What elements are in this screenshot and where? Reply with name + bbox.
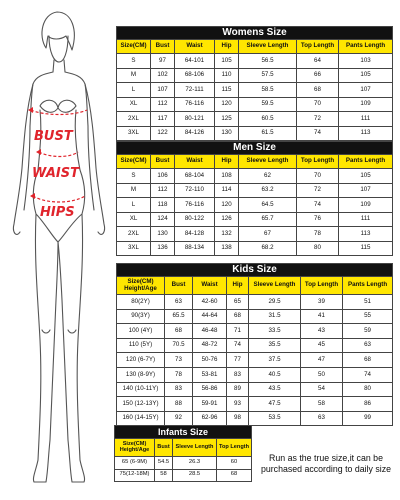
header-cell: Waist	[175, 155, 215, 169]
table-row	[117, 324, 393, 339]
table-cell: 58	[301, 397, 343, 412]
table-cell: 74	[297, 198, 339, 213]
table-row	[117, 68, 393, 83]
table-cell: 68	[227, 309, 249, 324]
table-cell: 44-64	[193, 309, 227, 324]
right-arm-inner-outline	[88, 126, 94, 210]
table-cell: 31.5	[249, 309, 301, 324]
table-cell: 70	[297, 97, 339, 112]
table-cell: 68	[165, 324, 193, 339]
table-cell: 56.5	[239, 54, 297, 69]
table-cell: 125	[215, 112, 239, 127]
header-cell: Top Length	[297, 155, 339, 169]
header-cell: Hip	[215, 40, 239, 54]
table-cell: 118	[151, 198, 175, 213]
header-cell: Pants Length	[343, 277, 393, 295]
header-cell: Pants Length	[339, 40, 393, 54]
table-cell: 74	[297, 126, 339, 141]
table-cell: 33.5	[249, 324, 301, 339]
infants-size-table	[114, 425, 252, 482]
table-cell: 112	[151, 97, 175, 112]
table-row	[117, 295, 393, 310]
header-cell: Bust	[165, 277, 193, 295]
table-cell: 90(3Y)	[117, 309, 165, 324]
table-cell: 72-111	[175, 83, 215, 98]
table-cell: 124	[151, 212, 175, 227]
table-row	[117, 183, 393, 198]
table-cell: 65	[227, 295, 249, 310]
table-cell: 70	[297, 169, 339, 184]
table-row	[117, 198, 393, 213]
right-leg-outline	[58, 214, 85, 482]
table-cell: 68	[343, 353, 393, 368]
left-leg-outline	[33, 214, 58, 482]
hips-label: HIPS	[40, 205, 75, 220]
infants-size-title: Infants Size	[115, 426, 252, 439]
table-cell: 126	[215, 212, 239, 227]
torso-outline	[30, 72, 88, 126]
table-row	[115, 457, 252, 470]
table-cell: L	[117, 198, 151, 213]
table-row	[117, 126, 393, 141]
table-cell: 103	[339, 54, 393, 69]
table-cell: 150 (12-13Y)	[117, 397, 165, 412]
table-row	[117, 397, 393, 412]
table-cell: 93	[227, 397, 249, 412]
table-cell: 67	[239, 227, 297, 242]
sizing-note: Run as the true size,it can be purchased according to daily size	[260, 453, 392, 474]
table-cell: 68-106	[175, 68, 215, 83]
table-cell: 120	[215, 198, 239, 213]
table-cell: 138	[215, 241, 239, 256]
table-cell: 62-96	[193, 411, 227, 426]
table-cell: 55	[343, 309, 393, 324]
table-cell: 107	[339, 83, 393, 98]
table-cell: 66	[297, 68, 339, 83]
header-cell: Sleeve Length	[239, 40, 297, 54]
hips-measure-line	[33, 196, 85, 202]
table-cell: 97	[151, 54, 175, 69]
table-cell: 35.5	[249, 338, 301, 353]
header-cell: Top Length	[217, 439, 252, 457]
table-cell: 130 (8-9Y)	[117, 367, 165, 382]
table-cell: 68-104	[175, 169, 215, 184]
table-cell: 86	[343, 397, 393, 412]
table-cell: 59.5	[239, 97, 297, 112]
table-cell: 3XL	[117, 126, 151, 141]
body-figure-illustration	[0, 0, 112, 500]
table-cell: 63.2	[239, 183, 297, 198]
table-cell: 75(12-18M)	[115, 469, 155, 482]
table-cell: XL	[117, 212, 151, 227]
table-cell: 64	[297, 54, 339, 69]
table-cell: 2XL	[117, 112, 151, 127]
table-cell: 99	[343, 411, 393, 426]
left-arm-outline	[13, 84, 33, 234]
table-cell: 28.5	[173, 469, 217, 482]
table-cell: 68.2	[239, 241, 297, 256]
table-cell: 105	[339, 169, 393, 184]
table-cell: 84-126	[175, 126, 215, 141]
womens-header-row	[117, 40, 393, 54]
table-cell: M	[117, 183, 151, 198]
table-cell: 83	[227, 367, 249, 382]
header-cell: Sleeve Length	[239, 155, 297, 169]
left-arm-inner-outline	[24, 126, 30, 210]
table-cell: 74	[227, 338, 249, 353]
table-cell: 107	[151, 83, 175, 98]
table-cell: 98	[227, 411, 249, 426]
header-cell: Hip	[227, 277, 249, 295]
table-cell: M	[117, 68, 151, 83]
table-cell: 59-91	[193, 397, 227, 412]
table-cell: 37.5	[249, 353, 301, 368]
table-cell: 26.3	[173, 457, 217, 470]
table-cell: S	[117, 169, 151, 184]
table-cell: 76-116	[175, 97, 215, 112]
table-cell: 29.5	[249, 295, 301, 310]
table-cell: 72	[297, 112, 339, 127]
waist-arrow-icon	[36, 149, 41, 155]
table-cell: 63	[301, 411, 343, 426]
table-cell: 78	[165, 367, 193, 382]
table-cell: 130	[151, 227, 175, 242]
table-cell: 53.5	[249, 411, 301, 426]
table-cell: 84-128	[175, 227, 215, 242]
table-cell: 73	[165, 353, 193, 368]
table-row	[117, 411, 393, 426]
table-cell: 110	[215, 68, 239, 83]
table-cell: 68	[297, 83, 339, 98]
table-cell: 74	[343, 367, 393, 382]
table-row	[117, 97, 393, 112]
kids-size-title: Kids Size	[117, 264, 393, 277]
table-cell: 50	[301, 367, 343, 382]
right-arm-outline	[85, 84, 105, 234]
table-row	[117, 367, 393, 382]
table-cell: 59	[343, 324, 393, 339]
face-outline	[49, 36, 68, 62]
header-cell: Bust	[151, 155, 175, 169]
header-cell: Sleeve Length	[173, 439, 217, 457]
table-cell: 109	[339, 198, 393, 213]
waist-label: WAIST	[32, 166, 80, 181]
table-cell: 122	[151, 126, 175, 141]
table-cell: 62	[239, 169, 297, 184]
table-cell: 54	[301, 382, 343, 397]
table-cell: 45	[301, 338, 343, 353]
womens-size-title: Womens Size	[117, 27, 393, 40]
table-cell: 64-101	[175, 54, 215, 69]
table-cell: 51	[343, 295, 393, 310]
table-cell: 109	[339, 97, 393, 112]
infants-header-row	[115, 439, 252, 457]
table-cell: 48-72	[193, 338, 227, 353]
table-cell: 65 (6-9M)	[115, 457, 155, 470]
table-cell: 80-122	[175, 212, 215, 227]
womens-size-table	[116, 26, 393, 141]
table-cell: 80(2Y)	[117, 295, 165, 310]
header-cell: Size(CM) Height/Age	[115, 439, 155, 457]
table-cell: 160 (14-15Y)	[117, 411, 165, 426]
table-cell: 102	[151, 68, 175, 83]
table-cell: 120 (6-7Y)	[117, 353, 165, 368]
table-cell: 113	[339, 227, 393, 242]
table-row	[117, 212, 393, 227]
table-cell: 105	[215, 54, 239, 69]
table-cell: 108	[215, 169, 239, 184]
table-cell: 112	[151, 183, 175, 198]
table-cell: 107	[339, 183, 393, 198]
table-cell: 64.5	[239, 198, 297, 213]
table-cell: 47	[301, 353, 343, 368]
header-cell: Waist	[175, 40, 215, 54]
table-cell: 61.5	[239, 126, 297, 141]
header-cell: Hip	[215, 155, 239, 169]
table-row	[117, 83, 393, 98]
table-cell: 92	[165, 411, 193, 426]
mens-size-table	[116, 141, 393, 256]
header-cell: Size(CM)	[117, 155, 151, 169]
table-cell: 60	[217, 457, 252, 470]
table-row	[117, 382, 393, 397]
table-cell: 136	[151, 241, 175, 256]
table-cell: XL	[117, 97, 151, 112]
table-cell: 40.5	[249, 367, 301, 382]
header-cell: Top Length	[297, 40, 339, 54]
table-cell: 53-81	[193, 367, 227, 382]
table-cell: 76	[297, 212, 339, 227]
mens-size-title: Men Size	[117, 142, 393, 155]
header-cell: Bust	[155, 439, 173, 457]
table-cell: 78	[297, 227, 339, 242]
table-cell: 43.5	[249, 382, 301, 397]
table-cell: 65.5	[165, 309, 193, 324]
table-row	[117, 227, 393, 242]
table-cell: 113	[339, 126, 393, 141]
table-cell: 71	[227, 324, 249, 339]
table-cell: 115	[215, 83, 239, 98]
table-cell: 111	[339, 212, 393, 227]
waist-measure-line	[39, 152, 78, 157]
table-cell: 41	[301, 309, 343, 324]
table-cell: 111	[339, 112, 393, 127]
table-cell: 100 (4Y)	[117, 324, 165, 339]
table-cell: 80	[343, 382, 393, 397]
table-cell: 63	[343, 338, 393, 353]
table-cell: 115	[339, 241, 393, 256]
table-cell: 106	[151, 169, 175, 184]
table-cell: 117	[151, 112, 175, 127]
table-cell: L	[117, 83, 151, 98]
table-cell: 65.7	[239, 212, 297, 227]
knee-marks	[42, 330, 76, 333]
table-cell: 58.5	[239, 83, 297, 98]
header-cell: Sleeve Length	[249, 277, 301, 295]
table-cell: 89	[227, 382, 249, 397]
table-cell: 43	[301, 324, 343, 339]
table-row	[117, 112, 393, 127]
bra-outline	[40, 100, 76, 112]
table-cell: 70.5	[165, 338, 193, 353]
table-row	[117, 309, 393, 324]
table-cell: 57.5	[239, 68, 297, 83]
table-cell: 68	[217, 469, 252, 482]
table-cell: 114	[215, 183, 239, 198]
table-cell: 72	[297, 183, 339, 198]
table-cell: 54.5	[155, 457, 173, 470]
table-cell: 130	[215, 126, 239, 141]
header-cell: Top Length	[301, 277, 343, 295]
table-cell: 132	[215, 227, 239, 242]
table-cell: 56-86	[193, 382, 227, 397]
table-cell: 88	[165, 397, 193, 412]
bust-measure-line	[31, 110, 87, 115]
table-cell: 110 (5Y)	[117, 338, 165, 353]
table-cell: 58	[155, 469, 173, 482]
header-cell: Waist	[193, 277, 227, 295]
table-row	[117, 241, 393, 256]
table-cell: 46-48	[193, 324, 227, 339]
table-row	[117, 353, 393, 368]
table-row	[115, 469, 252, 482]
kids-size-table	[116, 263, 393, 426]
table-row	[117, 169, 393, 184]
hair-outline	[42, 12, 74, 50]
header-cell: Pants Length	[339, 155, 393, 169]
table-row	[117, 338, 393, 353]
table-cell: 77	[227, 353, 249, 368]
kids-header-row	[117, 277, 393, 295]
table-cell: 63	[165, 295, 193, 310]
bust-label: BUST	[34, 129, 73, 144]
table-cell: 88-134	[175, 241, 215, 256]
table-cell: 72-110	[175, 183, 215, 198]
header-cell: Size(CM) Height/Age	[117, 277, 165, 295]
table-cell: 3XL	[117, 241, 151, 256]
table-cell: 50-76	[193, 353, 227, 368]
table-cell: S	[117, 54, 151, 69]
header-cell: Size(CM)	[117, 40, 151, 54]
table-cell: 60.5	[239, 112, 297, 127]
table-cell: 39	[301, 295, 343, 310]
table-cell: 140 (10-11Y)	[117, 382, 165, 397]
hips-arrow-icon	[30, 193, 35, 199]
table-cell: 83	[165, 382, 193, 397]
table-cell: 80-121	[175, 112, 215, 127]
table-cell: 105	[339, 68, 393, 83]
table-row	[117, 54, 393, 69]
header-cell: Bust	[151, 40, 175, 54]
table-cell: 2XL	[117, 227, 151, 242]
table-cell: 47.5	[249, 397, 301, 412]
mens-header-row	[117, 155, 393, 169]
table-cell: 80	[297, 241, 339, 256]
table-cell: 42-60	[193, 295, 227, 310]
table-cell: 76-116	[175, 198, 215, 213]
table-cell: 120	[215, 97, 239, 112]
